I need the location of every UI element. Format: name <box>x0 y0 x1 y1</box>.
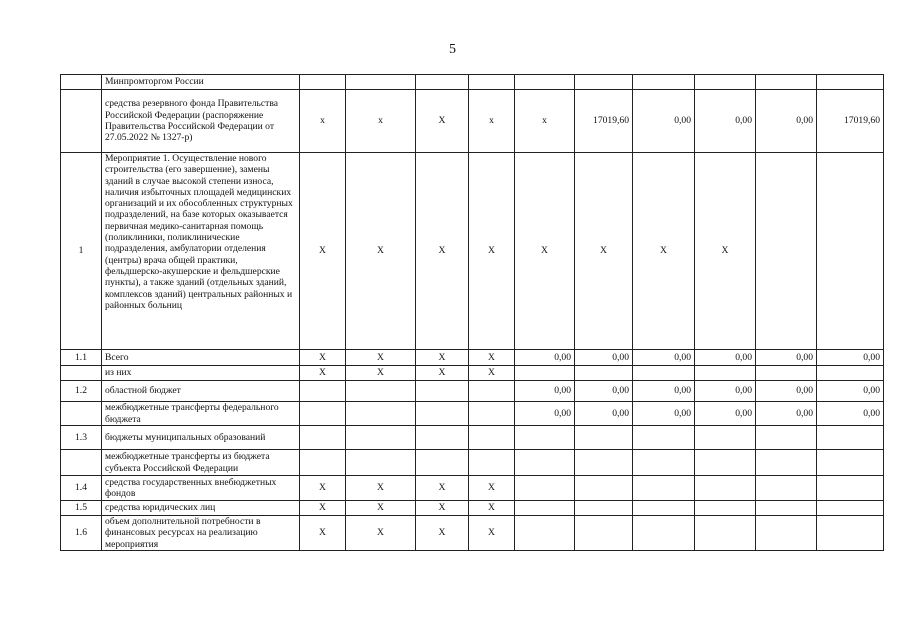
row-description-cell: Всего <box>102 350 300 366</box>
row-number-cell: 1 <box>61 153 102 350</box>
value-cell: X <box>469 501 515 516</box>
value-cell <box>515 501 575 516</box>
value-cell <box>346 426 416 450</box>
value-cell: X <box>515 153 575 350</box>
value-cell: 0,00 <box>515 381 575 402</box>
value-cell <box>515 476 575 501</box>
value-cell <box>515 516 575 551</box>
row-description-cell: из них <box>102 366 300 381</box>
value-cell <box>756 75 817 90</box>
value-cell <box>300 75 346 90</box>
value-cell: 0,00 <box>575 350 633 366</box>
value-cell: 0,00 <box>515 350 575 366</box>
value-cell: X <box>346 476 416 501</box>
row-description-cell: областной бюджет <box>102 381 300 402</box>
value-cell: 17019,60 <box>575 90 633 153</box>
row-description-cell: средства юридических лиц <box>102 501 300 516</box>
row-number-cell: 1.6 <box>61 516 102 551</box>
value-cell <box>300 450 346 476</box>
value-cell: X <box>469 476 515 501</box>
value-cell <box>346 402 416 426</box>
value-cell: 0,00 <box>695 402 756 426</box>
value-cell <box>469 381 515 402</box>
value-cell: x <box>346 90 416 153</box>
row-description-cell: бюджеты муниципальных образований <box>102 426 300 450</box>
value-cell <box>817 75 884 90</box>
value-cell: 0,00 <box>633 90 695 153</box>
value-cell: X <box>346 516 416 551</box>
value-cell: 0,00 <box>695 90 756 153</box>
value-cell <box>695 366 756 381</box>
value-cell: X <box>416 501 469 516</box>
table-row <box>61 516 884 551</box>
value-cell: x <box>300 90 346 153</box>
value-cell: 0,00 <box>633 381 695 402</box>
value-cell: 0,00 <box>695 381 756 402</box>
value-cell <box>515 75 575 90</box>
value-cell <box>575 366 633 381</box>
row-description-cell: Минпромторгом России <box>102 75 300 90</box>
table-row <box>61 366 884 381</box>
value-cell: X <box>695 153 756 350</box>
value-cell <box>346 381 416 402</box>
value-cell: 0,00 <box>756 90 817 153</box>
value-cell: 0,00 <box>575 381 633 402</box>
table-row <box>61 426 884 450</box>
row-description-cell: межбюджетные трансферты федерального бюджета <box>102 402 300 426</box>
value-cell <box>817 450 884 476</box>
value-cell <box>817 476 884 501</box>
budget-table <box>60 74 884 551</box>
row-number-cell: 1.5 <box>61 501 102 516</box>
value-cell <box>756 153 817 350</box>
value-cell: 0,00 <box>817 381 884 402</box>
value-cell <box>633 476 695 501</box>
value-cell <box>756 450 817 476</box>
value-cell <box>469 450 515 476</box>
value-cell: x <box>515 90 575 153</box>
value-cell <box>695 426 756 450</box>
value-cell <box>633 516 695 551</box>
row-description-cell: объем дополнительной потребности в финансовых ресурсах на реализацию мероприятия <box>102 516 300 551</box>
value-cell <box>469 75 515 90</box>
value-cell <box>575 476 633 501</box>
value-cell: 0,00 <box>756 350 817 366</box>
row-number-cell: 1.2 <box>61 381 102 402</box>
value-cell <box>695 516 756 551</box>
value-cell: X <box>469 516 515 551</box>
row-number-cell <box>61 75 102 90</box>
value-cell <box>346 450 416 476</box>
value-cell <box>416 426 469 450</box>
value-cell <box>695 450 756 476</box>
row-number-cell: 1.3 <box>61 426 102 450</box>
value-cell <box>575 426 633 450</box>
value-cell: X <box>300 366 346 381</box>
row-number-cell <box>61 450 102 476</box>
value-cell <box>416 450 469 476</box>
value-cell <box>416 75 469 90</box>
value-cell: X <box>416 153 469 350</box>
value-cell: X <box>346 366 416 381</box>
table-row <box>61 381 884 402</box>
value-cell: 0,00 <box>633 350 695 366</box>
value-cell <box>515 450 575 476</box>
value-cell: 0,00 <box>817 402 884 426</box>
value-cell <box>300 402 346 426</box>
value-cell <box>756 476 817 501</box>
value-cell <box>575 516 633 551</box>
value-cell <box>817 366 884 381</box>
value-cell <box>756 426 817 450</box>
value-cell <box>756 501 817 516</box>
value-cell <box>575 501 633 516</box>
value-cell: X <box>575 153 633 350</box>
value-cell <box>633 426 695 450</box>
value-cell: X <box>300 501 346 516</box>
value-cell: X <box>300 350 346 366</box>
table-row <box>61 350 884 366</box>
value-cell <box>300 426 346 450</box>
value-cell <box>300 381 346 402</box>
value-cell: X <box>416 90 469 153</box>
value-cell: X <box>469 153 515 350</box>
value-cell <box>633 450 695 476</box>
value-cell <box>756 516 817 551</box>
value-cell: 0,00 <box>817 350 884 366</box>
value-cell <box>416 402 469 426</box>
table-row <box>61 153 884 350</box>
value-cell: 17019,60 <box>817 90 884 153</box>
table-row <box>61 476 884 501</box>
value-cell: X <box>469 350 515 366</box>
row-number-cell: 1.4 <box>61 476 102 501</box>
value-cell: 0,00 <box>575 402 633 426</box>
value-cell: X <box>416 476 469 501</box>
value-cell <box>756 366 817 381</box>
value-cell: 0,00 <box>633 402 695 426</box>
row-description-cell: средства резервного фонда Правительства Российской Федерации (распоряжение Правительства Российской Федерации от 27.05.2022 № 1327-р) <box>102 90 300 153</box>
value-cell: 0,00 <box>756 381 817 402</box>
row-description-cell: Мероприятие 1. Осуществление нового строительства (его завершение), замены зданий в случае высокой степени износа, наличия избыточных площадей медицинских организаций и их обособленных структурных подразделений, на базе которых оказывается первичная медико-санитарная помощь (поликлиники, поликлинические подразделения, амбулатории отделения (центры) врача общей практики, фельдшерско-акушерские и фельдшерские пункты), а также зданий (отдельных зданий, комплексов зданий) центральных районных и районных больниц <box>102 153 300 350</box>
value-cell: X <box>300 476 346 501</box>
value-cell <box>695 476 756 501</box>
value-cell <box>817 153 884 350</box>
value-cell <box>695 75 756 90</box>
row-number-cell: 1.1 <box>61 350 102 366</box>
table-row <box>61 75 884 90</box>
value-cell <box>817 426 884 450</box>
value-cell <box>416 381 469 402</box>
value-cell: 0,00 <box>695 350 756 366</box>
value-cell <box>469 402 515 426</box>
value-cell <box>575 450 633 476</box>
row-number-cell <box>61 90 102 153</box>
table-row <box>61 402 884 426</box>
value-cell: 0,00 <box>515 402 575 426</box>
value-cell: x <box>469 90 515 153</box>
value-cell: X <box>300 153 346 350</box>
value-cell <box>469 426 515 450</box>
page-number: 5 <box>449 42 456 57</box>
value-cell: X <box>416 350 469 366</box>
value-cell <box>346 75 416 90</box>
value-cell <box>633 366 695 381</box>
value-cell <box>633 75 695 90</box>
value-cell <box>633 501 695 516</box>
value-cell: X <box>416 516 469 551</box>
row-number-cell <box>61 366 102 381</box>
table-row <box>61 90 884 153</box>
value-cell <box>575 75 633 90</box>
value-cell: X <box>346 501 416 516</box>
value-cell: X <box>300 516 346 551</box>
row-number-cell <box>61 402 102 426</box>
value-cell: X <box>346 153 416 350</box>
value-cell: X <box>416 366 469 381</box>
value-cell <box>515 426 575 450</box>
value-cell: X <box>346 350 416 366</box>
value-cell <box>817 516 884 551</box>
table-row <box>61 450 884 476</box>
row-description-cell: средства государственных внебюджетных фондов <box>102 476 300 501</box>
row-description-cell: межбюджетные трансферты из бюджета субъекта Российской Федерации <box>102 450 300 476</box>
value-cell <box>515 366 575 381</box>
value-cell: 0,00 <box>756 402 817 426</box>
value-cell: X <box>469 366 515 381</box>
value-cell <box>817 501 884 516</box>
table-row <box>61 501 884 516</box>
value-cell: X <box>633 153 695 350</box>
value-cell <box>695 501 756 516</box>
